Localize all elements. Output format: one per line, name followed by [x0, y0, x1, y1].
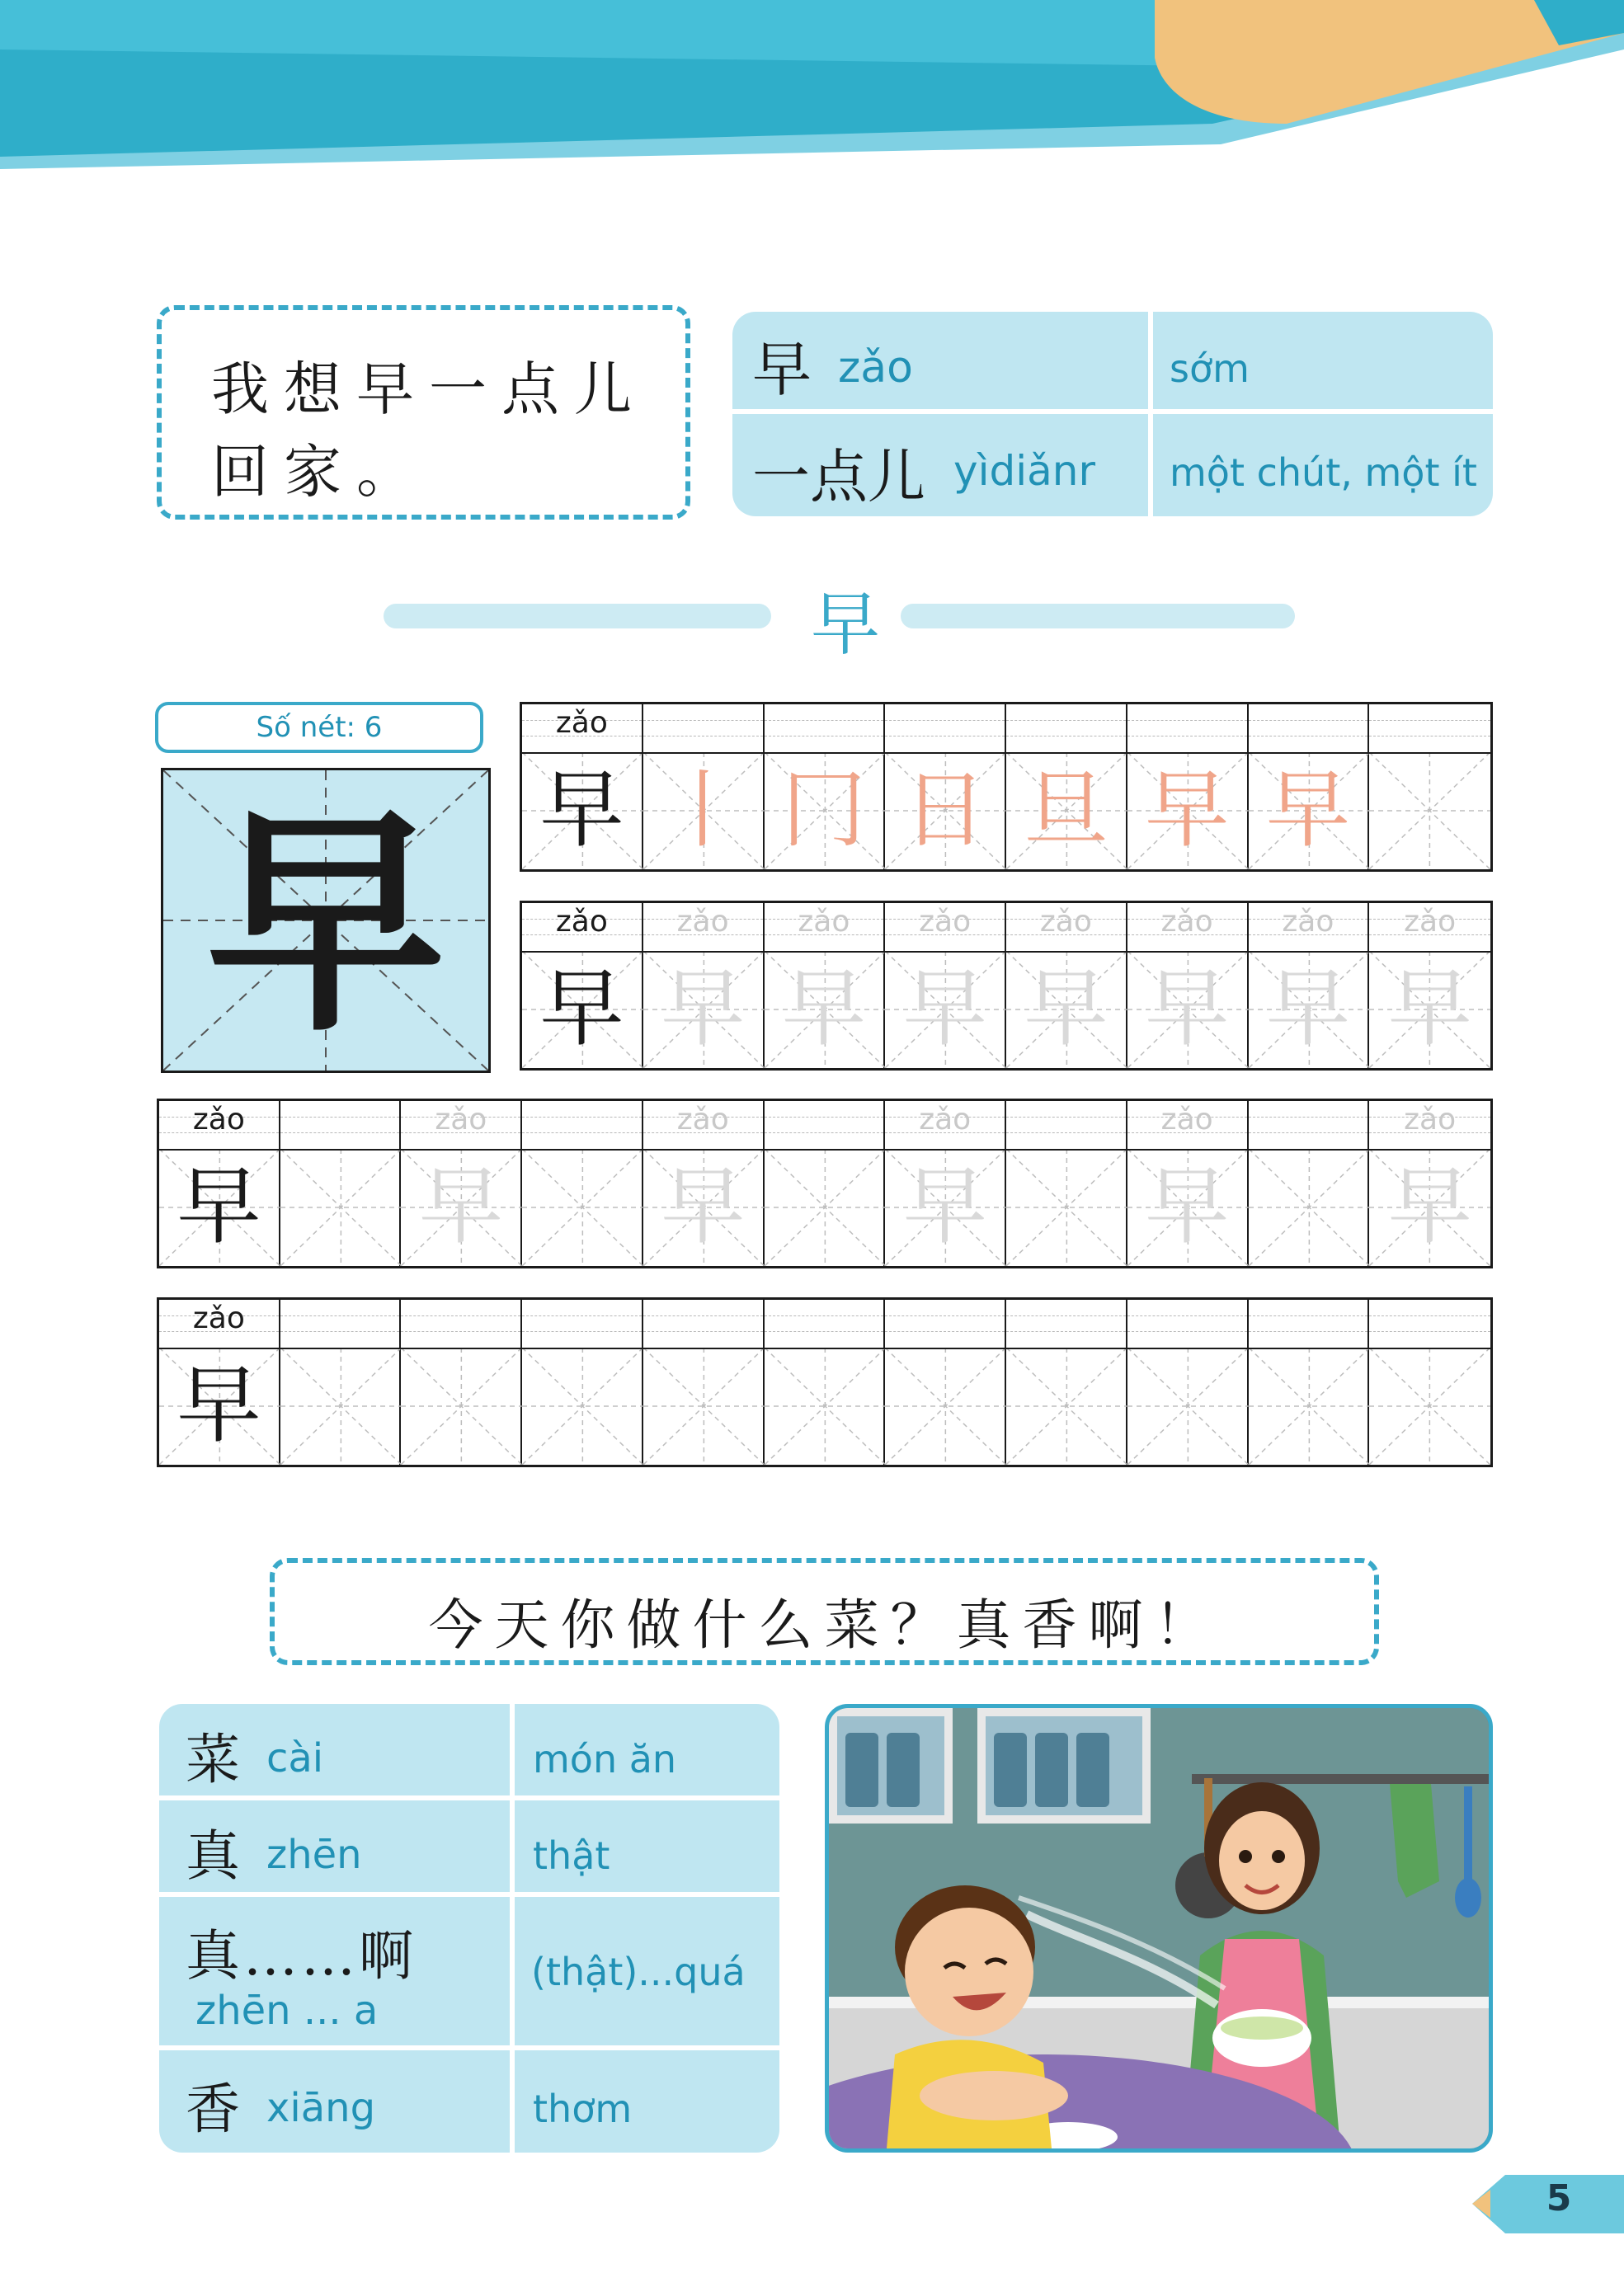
pinyin-cell[interactable]: [1006, 704, 1127, 752]
writing-cell[interactable]: [1006, 1348, 1127, 1465]
writing-cell[interactable]: [885, 951, 1006, 1068]
section-title: 早: [810, 584, 880, 665]
pinyin-guide-line: [280, 1315, 400, 1316]
pinyin-cell[interactable]: [1127, 1101, 1249, 1149]
cell-guide-lines: [1249, 1348, 1370, 1465]
vocab-word-cell: [159, 1897, 510, 2045]
trace-char: 冂: [781, 761, 866, 859]
cell-guide-lines: [401, 1348, 522, 1465]
pinyin-cell[interactable]: [522, 1300, 643, 1348]
pinyin-cell[interactable]: [522, 704, 643, 752]
pinyin-label: zǎo: [1404, 1103, 1457, 1136]
pinyin-cell[interactable]: [643, 1101, 765, 1149]
pinyin-guide-line: [522, 1331, 642, 1332]
pinyin-cell[interactable]: [1006, 1101, 1127, 1149]
writing-cell[interactable]: [643, 1348, 765, 1465]
writing-cell[interactable]: [643, 1149, 765, 1266]
vocab-meaning: (thật)...quá: [531, 1950, 746, 1994]
cell-guide-lines: [885, 1348, 1006, 1465]
vocab-meaning: một chút, một ít: [1170, 450, 1477, 495]
vocab-hanzi: 真: [186, 1824, 240, 1888]
vocab-meaning-cell: [1153, 414, 1493, 516]
cell-guide-lines: [522, 1348, 643, 1465]
writing-cell[interactable]: [765, 752, 886, 869]
pinyin-label: zǎo: [435, 1103, 487, 1136]
writing-cell[interactable]: [1127, 951, 1249, 1068]
pinyin-label: zǎo: [1039, 905, 1092, 939]
pinyin-cell[interactable]: [885, 1101, 1006, 1149]
cell-guide-lines: [280, 1149, 402, 1266]
pinyin-cell[interactable]: [1249, 1300, 1370, 1348]
writing-cell[interactable]: [643, 951, 765, 1068]
pinyin-guide-line: [643, 1315, 763, 1316]
pinyin-cell[interactable]: [643, 903, 765, 951]
pinyin-guide-line: [1127, 720, 1247, 721]
pinyin-guide-line: [1127, 1331, 1247, 1332]
trace-char: 早: [902, 960, 987, 1058]
pinyin-cell[interactable]: [1369, 903, 1490, 951]
writing-cell[interactable]: [522, 752, 643, 869]
vocab-meaning: món ăn: [533, 1737, 677, 1781]
pinyin-cell[interactable]: [1249, 704, 1370, 752]
pinyin-guide-line: [885, 1315, 1005, 1316]
vocab-word-cell: [159, 1704, 510, 1795]
kitchen-scene: [829, 1708, 1489, 2148]
sentence-2: 今天你做什么菜？真香啊！: [428, 1593, 1221, 1657]
header-pencil-banner: [0, 0, 1624, 223]
pinyin-cell[interactable]: [643, 1300, 765, 1348]
pinyin-guide-line: [280, 1132, 400, 1133]
vocab-meaning-cell: [515, 2050, 779, 2153]
vocab-word-cell: [159, 2050, 510, 2153]
pinyin-guide-line: [280, 1117, 400, 1118]
pinyin-cell[interactable]: [1249, 903, 1370, 951]
pinyin-label: zǎo: [192, 1103, 245, 1136]
pinyin-cell[interactable]: [1006, 903, 1127, 951]
cell-guide-lines: [765, 1149, 886, 1266]
pinyin-guide-line: [1006, 1117, 1126, 1118]
pinyin-cell[interactable]: [401, 1300, 522, 1348]
writing-cell[interactable]: [1249, 951, 1370, 1068]
row-separator: [522, 752, 1490, 754]
vocab-hanzi: 香: [186, 2078, 240, 2141]
cell-guide-lines: [1127, 1348, 1249, 1465]
trace-char: 早: [1387, 960, 1472, 1058]
pinyin-label: zǎo: [555, 905, 608, 939]
vocab-hanzi: 一点儿: [752, 443, 925, 511]
trace-char: 早: [1265, 761, 1350, 859]
writing-cell[interactable]: [765, 951, 886, 1068]
pinyin-cell[interactable]: [765, 1101, 886, 1149]
pinyin-label: zǎo: [1404, 905, 1457, 939]
sentence-line-2: 回家。: [211, 438, 429, 506]
vocab-meaning-cell: [515, 1704, 779, 1795]
pinyin-cell[interactable]: [885, 903, 1006, 951]
pinyin-guide-line: [1369, 1315, 1490, 1316]
pinyin-cell[interactable]: [1127, 1300, 1249, 1348]
row-separator: [159, 1348, 1490, 1349]
pinyin-guide-line: [1006, 720, 1126, 721]
writing-cell[interactable]: [643, 752, 765, 869]
trace-char: 日: [902, 761, 987, 859]
vocab-pinyin: zǎo: [838, 343, 913, 393]
pinyin-cell[interactable]: [885, 704, 1006, 752]
pinyin-guide-line: [1249, 1132, 1368, 1133]
pinyin-cell[interactable]: [159, 1300, 280, 1348]
vocab-meaning-cell: [1153, 312, 1493, 409]
pinyin-cell[interactable]: [401, 1101, 522, 1149]
writing-cell[interactable]: [1006, 951, 1127, 1068]
pinyin-guide-line: [401, 1331, 520, 1332]
trace-char: 早: [902, 1158, 987, 1256]
writing-cell[interactable]: [1127, 752, 1249, 869]
trace-char: 旦: [1024, 761, 1109, 859]
trace-char: 早: [1145, 960, 1230, 1058]
writing-cell[interactable]: [280, 1149, 402, 1266]
pinyin-label: zǎo: [1282, 905, 1335, 939]
stroke-count-label: Số nét: 6: [155, 702, 483, 753]
pinyin-cell[interactable]: [1369, 1300, 1490, 1348]
writing-cell[interactable]: [1369, 951, 1490, 1068]
pinyin-label: zǎo: [192, 1301, 245, 1335]
writing-cell[interactable]: [159, 1348, 280, 1465]
pinyin-cell[interactable]: [765, 903, 886, 951]
vocab-meaning: thật: [533, 1833, 610, 1878]
writing-cell[interactable]: [159, 1149, 280, 1266]
practice-grid-row-3: [157, 1099, 1493, 1268]
vocab-word-cell: [732, 312, 1148, 409]
pinyin-guide-line: [1249, 1331, 1368, 1332]
writing-cell[interactable]: [1127, 1348, 1249, 1465]
vocab-word-cell: [732, 414, 1148, 516]
row-separator: [159, 1149, 1490, 1151]
vocab-meaning: sớm: [1170, 346, 1250, 391]
trace-char: 早: [1265, 960, 1350, 1058]
model-character: 早: [206, 784, 445, 1064]
cell-guide-lines: [643, 1348, 765, 1465]
trace-char: 早: [781, 960, 866, 1058]
writing-cell[interactable]: [765, 1149, 886, 1266]
pinyin-label: zǎo: [555, 706, 608, 740]
writing-cell[interactable]: [1006, 1149, 1127, 1266]
vocab-pinyin: xiāng: [266, 2085, 376, 2131]
vocab-meaning: thơm: [533, 2087, 633, 2131]
writing-cell[interactable]: [401, 1149, 522, 1266]
trace-char: 早: [418, 1158, 503, 1256]
pinyin-cell[interactable]: [522, 903, 643, 951]
vocab-hanzi: 菜: [186, 1728, 240, 1791]
pinyin-guide-line: [522, 1132, 642, 1133]
pinyin-guide-line: [643, 720, 763, 721]
pinyin-cell[interactable]: [765, 1300, 886, 1348]
vocab-pinyin: cài: [266, 1735, 324, 1781]
cell-guide-lines: [765, 1348, 886, 1465]
vocab-hanzi: 真……啊: [186, 1924, 417, 1988]
pinyin-guide-line: [1249, 720, 1368, 721]
cell-guide-lines: [280, 1348, 402, 1465]
pinyin-cell[interactable]: [1249, 1101, 1370, 1149]
pinyin-label: zǎo: [798, 905, 850, 939]
writing-cell[interactable]: [280, 1348, 402, 1465]
pinyin-cell[interactable]: [885, 1300, 1006, 1348]
practice-grid-row-1: [520, 702, 1493, 872]
page-number: 5: [1546, 2177, 1572, 2219]
pinyin-cell[interactable]: [280, 1300, 402, 1348]
kitchen-illustration: [825, 1704, 1493, 2153]
writing-cell[interactable]: [1127, 1149, 1249, 1266]
vocab-pinyin: yìdiǎnr: [953, 447, 1095, 495]
pinyin-guide-line: [1006, 1132, 1126, 1133]
pinyin-cell[interactable]: [1127, 903, 1249, 951]
model-char: 早: [177, 1158, 261, 1256]
pinyin-guide-line: [643, 1331, 763, 1332]
pinyin-guide-line: [280, 1331, 400, 1332]
trace-char: 早: [661, 960, 746, 1058]
writing-cell[interactable]: [1369, 1348, 1490, 1465]
vocab-pinyin: zhēn: [266, 1832, 362, 1878]
model-char: 早: [539, 761, 624, 859]
pinyin-cell[interactable]: [1127, 704, 1249, 752]
writing-cell[interactable]: [885, 1348, 1006, 1465]
pinyin-guide-line: [522, 1315, 642, 1316]
pinyin-label: zǎo: [919, 1103, 972, 1136]
trace-char: 早: [1024, 960, 1109, 1058]
pinyin-label: zǎo: [676, 1103, 729, 1136]
model-char: 早: [177, 1357, 261, 1455]
writing-cell[interactable]: [1249, 1348, 1370, 1465]
cell-guide-lines: [522, 1149, 643, 1266]
pinyin-label: zǎo: [1160, 1103, 1213, 1136]
pinyin-cell[interactable]: [643, 704, 765, 752]
cell-guide-lines: [1369, 1348, 1490, 1465]
cell-guide-lines: [1249, 1149, 1370, 1266]
trace-char: 早: [1387, 1158, 1472, 1256]
row-separator: [522, 951, 1490, 953]
title-bar-left: [384, 604, 771, 628]
sentence-box-2: [270, 1558, 1379, 1665]
cell-guide-lines: [1369, 752, 1490, 869]
pinyin-cell[interactable]: [159, 1101, 280, 1149]
pinyin-guide-line: [1369, 1331, 1490, 1332]
pinyin-guide-line: [765, 1315, 884, 1316]
pinyin-guide-line: [1006, 1331, 1126, 1332]
pinyin-guide-line: [1127, 1315, 1247, 1316]
pinyin-guide-line: [1249, 1315, 1368, 1316]
practice-grid-row-4: [157, 1297, 1493, 1467]
sentence-box: [157, 305, 690, 520]
vocab-meaning-cell: [515, 1897, 779, 2045]
cell-guide-lines: [1006, 1348, 1127, 1465]
writing-cell[interactable]: [885, 752, 1006, 869]
writing-cell[interactable]: [522, 951, 643, 1068]
trace-char: 早: [1145, 761, 1230, 859]
writing-cell[interactable]: [522, 1149, 643, 1266]
writing-cell[interactable]: [1006, 752, 1127, 869]
trace-char: 早: [1145, 1158, 1230, 1256]
pinyin-cell[interactable]: [765, 704, 886, 752]
pinyin-guide-line: [765, 720, 884, 721]
model-character-box: [161, 768, 491, 1073]
pinyin-guide-line: [1249, 1117, 1368, 1118]
writing-cell[interactable]: [401, 1348, 522, 1465]
pinyin-cell[interactable]: [1369, 704, 1490, 752]
pinyin-label: zǎo: [1160, 905, 1213, 939]
pinyin-label: zǎo: [676, 905, 729, 939]
vocab-table-1: [732, 312, 1493, 516]
pinyin-cell[interactable]: [1369, 1101, 1490, 1149]
vocab-word-cell: [159, 1800, 510, 1892]
cell-guide-lines: [1006, 1149, 1127, 1266]
pinyin-guide-line: [885, 720, 1005, 721]
vocab-meaning-cell: [515, 1800, 779, 1892]
pinyin-guide-line: [522, 1117, 642, 1118]
pinyin-guide-line: [1369, 720, 1490, 721]
trace-char: 早: [661, 1158, 746, 1256]
sentence-line-1: 我想早一点儿: [211, 355, 647, 423]
pinyin-cell[interactable]: [522, 1101, 643, 1149]
writing-cell[interactable]: [1369, 752, 1490, 869]
writing-cell[interactable]: [1249, 1149, 1370, 1266]
model-char: 早: [539, 960, 624, 1058]
vocab-hanzi: 早: [752, 335, 812, 404]
writing-cell[interactable]: [765, 1348, 886, 1465]
pinyin-label: zǎo: [919, 905, 972, 939]
title-bar-right: [901, 604, 1295, 628]
vocab-pinyin: zhēn ... a: [195, 1988, 379, 2034]
pinyin-guide-line: [765, 1331, 884, 1332]
pinyin-guide-line: [1006, 1315, 1126, 1316]
pinyin-guide-line: [765, 1132, 884, 1133]
pinyin-guide-line: [885, 1331, 1005, 1332]
writing-cell[interactable]: [885, 1149, 1006, 1266]
pinyin-cell[interactable]: [1006, 1300, 1127, 1348]
pinyin-cell[interactable]: [280, 1101, 402, 1149]
pinyin-guide-line: [401, 1315, 520, 1316]
practice-grid-row-2: [520, 901, 1493, 1071]
trace-char: 丨: [661, 761, 746, 859]
writing-cell[interactable]: [1249, 752, 1370, 869]
vocab-table-2: [159, 1704, 779, 2153]
pinyin-guide-line: [765, 1117, 884, 1118]
writing-cell[interactable]: [1369, 1149, 1490, 1266]
writing-cell[interactable]: [522, 1348, 643, 1465]
